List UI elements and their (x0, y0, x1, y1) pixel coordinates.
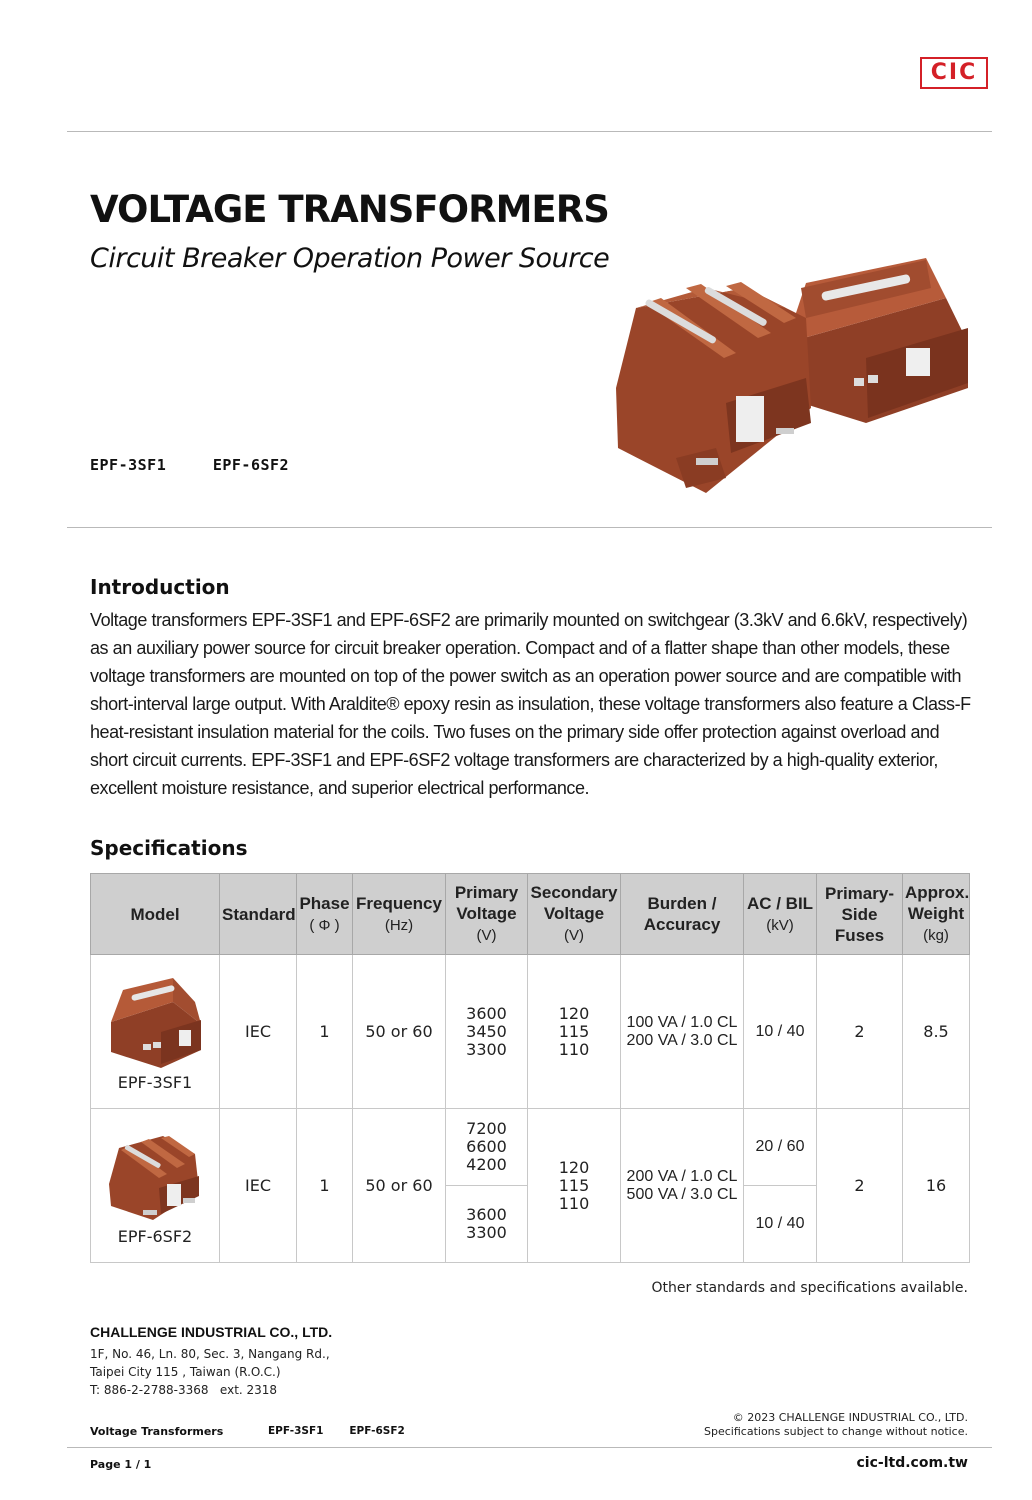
standard-cell: IEC (220, 1109, 297, 1263)
acbil-cell: 20 / 60 (744, 1109, 817, 1186)
secondary-voltage-cell: 120 115 110 (528, 955, 621, 1109)
secondary-voltage-cell: 120 115 110 (528, 1109, 621, 1263)
company-name: CHALLENGE INDUSTRIAL CO., LTD. (90, 1324, 333, 1340)
standard-cell: IEC (220, 955, 297, 1109)
model-cell (91, 955, 220, 1109)
acbil-cell: 10 / 40 (744, 955, 817, 1109)
weight-cell: 8.5 (903, 955, 970, 1109)
page-title: VOLTAGE TRANSFORMERS (90, 188, 609, 231)
copyright: © 2023 CHALLENGE INDUSTRIAL CO., LTD. (732, 1411, 968, 1424)
burden-cell: 100 VA / 1.0 CL 200 VA / 3.0 CL (621, 955, 744, 1109)
model-name: EPF-3SF1 (117, 1072, 193, 1092)
model-name: EPF-6SF2 (117, 1226, 193, 1246)
acbil-cell: 10 / 40 (744, 1186, 817, 1263)
col-secondary-voltage: Secondary Voltage (V) (528, 874, 621, 955)
product-photo (606, 248, 976, 496)
website-link[interactable]: cic-ltd.com.tw (856, 1455, 968, 1471)
frequency-cell: 50 or 60 (353, 1109, 446, 1263)
fuses-cell: 2 (817, 1109, 903, 1263)
primary-voltage-cell: 3600 3300 (446, 1186, 528, 1263)
col-acbil: AC / BIL (kV) (744, 874, 817, 955)
table-header-row (91, 874, 970, 955)
model-cell (91, 1109, 220, 1263)
table-row (91, 955, 970, 1109)
page-subtitle: Circuit Breaker Operation Power Source (90, 243, 610, 274)
intro-heading: Introduction (90, 575, 230, 599)
footer-doc-models: EPF-3SF1 EPF-6SF2 (268, 1425, 405, 1437)
copyright-block (704, 1411, 968, 1439)
model-list: EPF-3SF1 EPF-6SF2 (90, 456, 290, 474)
col-phase: Phase ( Φ ) (297, 874, 353, 955)
col-model: Model (91, 874, 220, 955)
col-primary-voltage: Primary Voltage (V) (446, 874, 528, 955)
footer-doc-title: Voltage Transformers (90, 1425, 224, 1438)
burden-cell: 200 VA / 1.0 CL 500 VA / 3.0 CL (621, 1109, 744, 1263)
col-burden: Burden / Accuracy (621, 874, 744, 955)
intro-body: Voltage transformers EPF-3SF1 and EPF-6SF2 are primarily mounted on switchgear (3.3kV and 6.6kV, respectively) as an auxiliary power source for circuit breaker operation. Compact and of a flatter shape than other models, these voltage transformers are mounted on top of the power switch as an operation power source and are compatible with short-interval large output. With Araldite® epoxy resin as insulation, these voltage transformers also feature a Class-F heat-resistant insulation material for the coils. Two fuses on the primary side offer protection against overload and short circuit currents. EPF-3SF1 and EPF-6SF2 voltage transformers are characterized by a high-quality exterior, excellent moisture resistance, and superior electrical performance. (90, 610, 971, 798)
col-standard: Standard (220, 874, 297, 955)
epf-3sf1-photo (786, 258, 968, 423)
specs-heading: Specifications (90, 836, 248, 860)
primary-voltage-cell: 3600 3450 3300 (446, 955, 528, 1109)
divider-top (67, 131, 992, 132)
page-number: Page 1 / 1 (90, 1458, 152, 1471)
company-address: 1F, No. 46, Ln. 80, Sec. 3, Nangang Rd., Taipei City 115 , Taiwan (R.O.C.) T: 886-2-2788-3368 ext. 2318 (90, 1347, 330, 1397)
col-fuses: Primary- Side Fuses (817, 874, 903, 955)
weight-cell: 16 (903, 1109, 970, 1263)
epf-6sf2-thumbnail (103, 1126, 207, 1222)
divider-footer (67, 1447, 992, 1448)
specs-note: Other standards and specifications available. (651, 1280, 968, 1296)
phase-cell: 1 (297, 955, 353, 1109)
specifications-table (90, 873, 970, 1263)
epf-3sf1-thumbnail (103, 972, 207, 1068)
primary-voltage-cell: 7200 6600 4200 (446, 1109, 528, 1186)
cic-logo (920, 57, 988, 89)
epf-6sf2-photo (616, 282, 811, 493)
frequency-cell: 50 or 60 (353, 955, 446, 1109)
divider-middle (67, 527, 992, 528)
phase-cell: 1 (297, 1109, 353, 1263)
fuses-cell: 2 (817, 955, 903, 1109)
logo-text: CIC (930, 60, 978, 85)
table-row (91, 1109, 970, 1186)
disclaimer: Specifications subject to change without notice. (704, 1425, 968, 1438)
col-weight: Approx. Weight (kg) (903, 874, 970, 955)
col-frequency: Frequency (Hz) (353, 874, 446, 955)
